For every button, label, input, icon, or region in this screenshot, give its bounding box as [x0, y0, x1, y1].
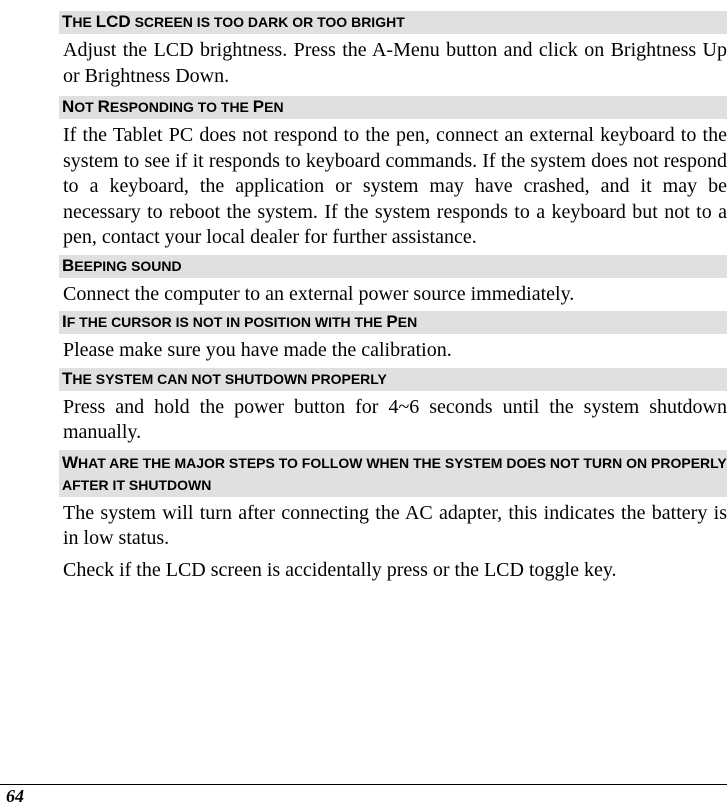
- section-not-responding-pen: [59, 96, 727, 251]
- footer-divider: [0, 784, 727, 785]
- section-cursor-position: [59, 311, 727, 364]
- heading-text-part: EN: [264, 99, 284, 115]
- heading-text-part: F THE CURSOR IS NOT IN POSITION WITH THE: [66, 314, 387, 330]
- heading-text-part: EN: [397, 314, 418, 330]
- heading-text-part: HAT ARE THE MAJOR STEPS TO FOLLOW WHEN THE SYSTEM DOES NOT TURN ON PROPERLY AFTER IT SHUTDOWN: [62, 454, 727, 493]
- section-heading: [59, 368, 727, 391]
- section-paragraph: Adjust the LCD brightness. Press the A-Menu button and click on Brightness Up or Brightness Down.: [63, 39, 727, 87]
- section-lcd-brightness: [59, 11, 727, 89]
- heading-text-part: I: [62, 312, 67, 331]
- heading-text-part: OT: [74, 99, 98, 115]
- section-paragraph: Check if the LCD screen is accidentally press or the LCD toggle key.: [63, 558, 617, 581]
- heading-text-part: P: [252, 97, 265, 116]
- section-shutdown: [59, 368, 727, 446]
- section-heading: [59, 311, 727, 334]
- section-paragraph: If the Tablet PC does not respond to the pen, connect an external keyboard to the system to see if it responds to keyboard commands. If the system does not respond to a keyboard, the application or system may have crashed, and it may be necessary to reboot the system. If the system responds to a keyboard but not to a pen, contact your local dealer for further assistance.: [63, 124, 727, 248]
- page-number: 64: [6, 786, 24, 806]
- section-paragraph: The system will turn after connecting the AC adapter, this indicates the battery is in low status.: [63, 501, 727, 549]
- heading-text-part: R: [97, 97, 110, 116]
- heading-text-part: P: [386, 312, 398, 331]
- section-paragraph: Connect the computer to an external power source immediately.: [63, 282, 575, 305]
- section-heading: [59, 96, 727, 119]
- troubleshooting-content: [59, 11, 727, 587]
- section-paragraph: Press and hold the power button for 4~6 seconds until the system shutdown manually.: [63, 395, 727, 443]
- section-heading: [59, 11, 727, 34]
- heading-text-part: N: [62, 97, 75, 116]
- heading-text-part: HE SYSTEM CAN NOT SHUTDOWN PROPERLY: [72, 370, 387, 387]
- heading-text-part: W: [62, 452, 79, 472]
- section-beeping-sound: [59, 255, 727, 308]
- heading-text-part: LCD: [95, 12, 131, 31]
- section-major-steps: [59, 450, 727, 584]
- heading-text-part: T: [62, 12, 73, 31]
- heading-text-part: SCREEN IS TOO DARK OR TOO BRIGHT: [130, 14, 405, 30]
- section-heading: [59, 450, 727, 497]
- heading-text-part: T: [62, 368, 73, 388]
- heading-text-part: ESPONDING TO THE: [109, 99, 253, 115]
- heading-text-part: B: [62, 255, 75, 275]
- heading-text-part: HE: [72, 14, 96, 30]
- heading-text-part: EEPING SOUND: [74, 257, 182, 274]
- section-heading: [59, 255, 727, 278]
- section-paragraph: Please make sure you have made the calibration.: [63, 339, 452, 361]
